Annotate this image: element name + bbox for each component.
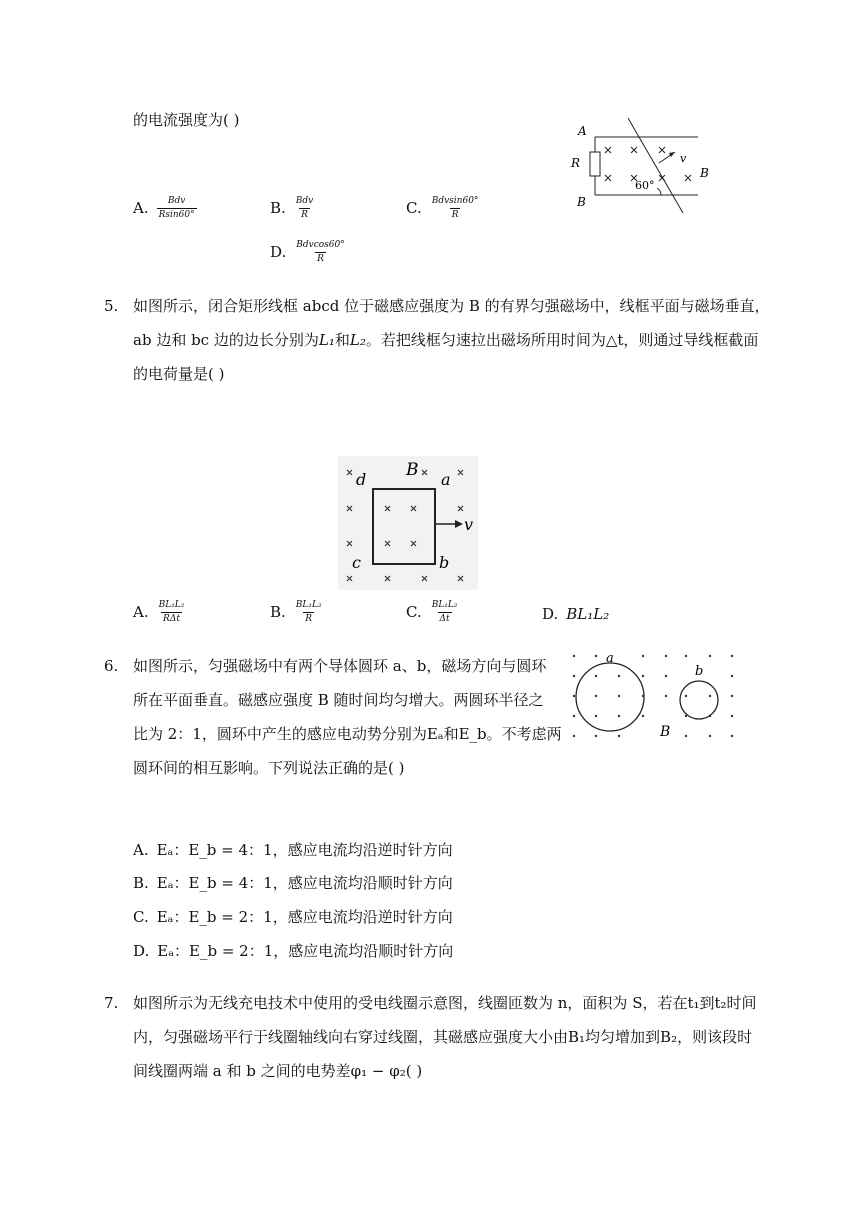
q4-option-b[interactable]: B. $\frac{\text{Bdv}}{R}$	[270, 196, 314, 220]
q5-label-c: c	[352, 553, 361, 572]
q4-option-a[interactable]: A. $\frac{\text{Bdv}}{Rsin60^\circ}$	[133, 196, 195, 220]
q7-stem-line3: 间线圈两端 a 和 b 之间的电势差φ₁ − φ₂( )	[133, 1062, 423, 1080]
q6-option-a[interactable]: A. Eₐ：E_b = 4：1，感应电流均沿逆时针方向	[133, 841, 453, 859]
q4-option-d[interactable]: D. $\frac{\text{Bdvcos60°}}{R}$	[270, 240, 345, 264]
q6-figure-rings	[566, 650, 738, 742]
q5-number: 5.	[104, 297, 119, 315]
q6-option-d[interactable]: D. Eₐ：E_b = 2：1，感应电流均沿顺时针方向	[133, 942, 454, 960]
q7-stem-line2: 内，匀强磁场平行于线圈轴线向右穿过线圈，其磁感应强度大小由B₁均匀增加到B₂，则该段时	[133, 1028, 753, 1046]
q5-option-a[interactable]: A. $\frac{\text{BL₁L₂}}{\text{RΔt}}$	[133, 600, 185, 624]
q5-l2: L₂	[349, 331, 366, 349]
q5-option-c[interactable]: C. $\frac{\text{BL₁L₂}}{\Delta t}$	[406, 600, 458, 624]
q4-option-b-fraction: $\frac{\text{Bdv}}{R}$	[295, 196, 314, 220]
q4-option-d-fraction: $\frac{\text{Bdvcos60°}}{R}$	[296, 240, 345, 264]
q5-label-b: b	[439, 553, 450, 572]
q4-label-r: R	[571, 156, 581, 170]
q5-option-c-fraction: $\frac{\text{BL₁L₂}}{\Delta t}$	[431, 600, 458, 624]
q6-label-field: B	[660, 724, 671, 740]
q5-stem-line1: 如图所示，闭合矩形线框 abcd 位于磁感应强度为 B 的有界匀强磁场中，线框平面与磁场垂直，	[133, 297, 770, 315]
q7-number: 7.	[104, 994, 119, 1012]
q4-stem-tail: 的电流强度为( )	[133, 111, 240, 129]
q4-label-v: v	[680, 152, 687, 165]
q6-number: 6.	[104, 657, 119, 675]
q5-label-a: a	[441, 470, 451, 489]
q6-stem-line2: 所在平面垂直。磁感应强度 B 随时间均匀增大。两圆环半径之	[133, 691, 544, 709]
q4-option-a-fraction: $\frac{\text{Bdv}}{Rsin60^\circ}$	[158, 196, 195, 220]
q5-label-v: v	[464, 515, 474, 534]
q6-label-b: b	[695, 664, 704, 679]
q6-stem-line3: 比为 2：1，圆环中产生的感应电动势分别为Eₐ和E_b。不考虑两	[133, 725, 562, 743]
q6-label-a: a	[606, 651, 614, 666]
q6-stem-line1: 如图所示，匀强磁场中有两个导体圆环 a、b，磁场方向与圆环	[133, 657, 547, 675]
q6-option-b[interactable]: B. Eₐ：E_b = 4：1，感应电流均沿顺时针方向	[133, 874, 453, 892]
q5-label-d: d	[356, 470, 367, 489]
q7-stem-line1: 如图所示为无线充电技术中使用的受电线圈示意图，线圈匝数为 n，面积为 S，若在t₁到t₂时间	[133, 994, 757, 1012]
q4-label-b-left: B	[577, 195, 586, 209]
q5-option-b[interactable]: B. $\frac{\text{BL₁L₂}}{R}$	[270, 600, 322, 624]
q4-option-c-fraction: $\frac{\text{Bdvsin60°}}{R}$	[431, 196, 479, 220]
q4-figure-rails	[565, 115, 715, 215]
q5-figure-frame	[338, 456, 478, 590]
q5-option-a-fraction: $\frac{\text{BL₁L₂}}{\text{RΔt}}$	[158, 600, 185, 624]
q5-option-b-fraction: $\frac{\text{BL₁L₂}}{R}$	[295, 600, 322, 624]
q4-label-a: A	[578, 124, 587, 138]
q4-option-c[interactable]: C. $\frac{\text{Bdvsin60°}}{R}$	[406, 196, 479, 220]
q5-stem-line3: 的电荷量是( )	[133, 365, 225, 383]
q6-stem-line4: 圆环间的相互影响。下列说法正确的是( )	[133, 759, 405, 777]
q6-option-c[interactable]: C. Eₐ：E_b = 2：1，感应电流均沿逆时针方向	[133, 908, 453, 926]
q5-label-b-field: B	[406, 460, 419, 480]
q4-label-b-right: B	[700, 166, 709, 180]
q4-label-angle: 60°	[635, 179, 655, 192]
q5-stem-line2: ab 边和 bc 边的边长分别为L₁和L₂。若把线框匀速拉出磁场所用时间为△t，则通过导线框截面	[133, 331, 759, 349]
q5-l1: L₁	[318, 331, 335, 349]
q5-option-d[interactable]: D. BL₁L₂	[542, 605, 610, 623]
